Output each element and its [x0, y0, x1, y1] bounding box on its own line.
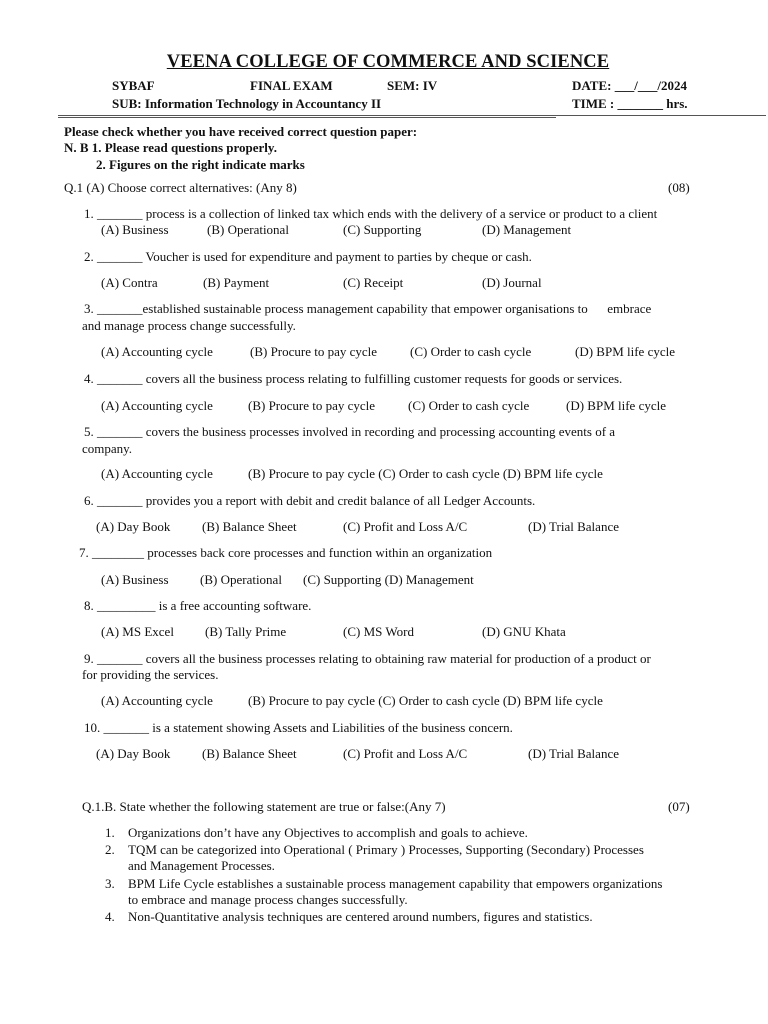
question-text: ________ processes back core processes and function within an organization [92, 545, 493, 560]
option-d: (D) BPM life cycle [566, 398, 667, 413]
question-text: _______ provides you a report with debit and credit balance of all Ledger Accounts. [97, 493, 536, 508]
statement-text-continued: and Management Processes. [128, 858, 275, 873]
option-a: (A) Day Book [96, 519, 171, 534]
question-number: 9. [84, 651, 94, 666]
option-b: (B) Operational [200, 572, 282, 587]
option-d: (D) GNU Khata [482, 624, 566, 639]
option-c: (C) Order to cash cycle [410, 344, 532, 359]
option-d: (D) Trial Balance [528, 519, 619, 534]
question-text: _______ covers the business processes involved in recording and processing accounting events of a [97, 424, 616, 439]
question-number: 5. [84, 424, 94, 439]
question-10 [84, 720, 513, 736]
option-c: (C) Receipt [343, 275, 404, 290]
option-b: (B) Balance Sheet [202, 519, 297, 534]
q1a-marks: (08) [668, 180, 690, 195]
option-b-c-d: (B) Procure to pay cycle (C) Order to cash cycle (D) BPM life cycle [248, 693, 603, 708]
question-text: _______established sustainable process management capability that empower organisations to embrace [97, 301, 652, 316]
question-text: _______ covers all the business process relating to fulfilling customer requests for goods or services. [97, 371, 623, 386]
option-a: (A) Accounting cycle [101, 693, 213, 708]
statement-text: Non-Quantitative analysis techniques are centered around numbers, figures and statistics. [128, 909, 593, 924]
instruction-line-3: 2. Figures on the right indicate marks [96, 157, 305, 172]
subject-label: SUB: Information Technology in Accountancy II [112, 96, 382, 111]
instruction-line-2: N. B 1. Please read questions properly. [64, 140, 277, 155]
option-b: (B) Balance Sheet [202, 746, 297, 761]
q1a-heading: Q.1 (A) Choose correct alternatives: (Any 8) [64, 180, 297, 195]
question-8 [84, 598, 311, 614]
question-number: 6. [84, 493, 94, 508]
option-b: (B) Operational [207, 222, 289, 237]
instruction-line-1: Please check whether you have received correct question paper: [64, 124, 418, 139]
college-name: VEENA COLLEGE OF COMMERCE AND SCIENCE [166, 52, 610, 72]
header-rule-secondary [58, 117, 556, 118]
option-a: (A) MS Excel [101, 624, 174, 639]
sem-label: SEM: IV [387, 78, 438, 93]
question-9-continued: for providing the services. [82, 667, 219, 682]
option-a: (A) Accounting cycle [101, 398, 213, 413]
question-text: _________ is a free accounting software. [97, 598, 312, 613]
question-5-continued: company. [82, 441, 133, 456]
time-label: TIME : _______ hrs. [572, 96, 688, 111]
option-d: (D) Trial Balance [528, 746, 619, 761]
option-b-c-d: (B) Procure to pay cycle (C) Order to cash cycle (D) BPM life cycle [248, 466, 603, 481]
date-label: DATE: ___/___/2024 [572, 78, 687, 93]
option-a: (A) Accounting cycle [101, 344, 213, 359]
option-d: (D) BPM life cycle [575, 344, 676, 359]
question-number: 1. [84, 206, 94, 221]
question-3 [84, 301, 651, 317]
class-label: SYBAF [112, 78, 155, 93]
statement-text: TQM can be categorized into Operational ( Primary ) Processes, Supporting (Secondary) Processes [128, 842, 644, 857]
option-c: (C) Order to cash cycle [408, 398, 530, 413]
question-3-continued: and manage process change successfully. [82, 318, 296, 333]
question-text: _______ is a statement showing Assets and Liabilities of the business concern. [103, 720, 513, 735]
question-2 [84, 249, 532, 265]
statement-number: 2. [105, 842, 115, 857]
exam-label: FINAL EXAM [250, 78, 333, 93]
question-number: 10. [84, 720, 101, 735]
option-d: (D) Journal [482, 275, 542, 290]
question-5 [84, 424, 615, 440]
question-9 [84, 651, 651, 667]
question-6 [84, 493, 535, 509]
option-c: (C) Supporting [343, 222, 422, 237]
option-c: (C) MS Word [343, 624, 414, 639]
option-a: (A) Business [101, 222, 169, 237]
option-a: (A) Accounting cycle [101, 466, 213, 481]
question-number: 2. [84, 249, 94, 264]
option-a: (A) Contra [101, 275, 158, 290]
option-a: (A) Day Book [96, 746, 171, 761]
question-number: 7. [79, 545, 89, 560]
option-b: (B) Payment [203, 275, 270, 290]
statement-number: 1. [105, 825, 115, 840]
question-number: 8. [84, 598, 94, 613]
question-4 [84, 371, 622, 387]
question-number: 3. [84, 301, 94, 316]
option-a: (A) Business [101, 572, 169, 587]
q1b-heading: Q.1.B. State whether the following statement are true or false:(Any 7) [82, 799, 446, 814]
question-number: 4. [84, 371, 94, 386]
header-rule [58, 115, 766, 116]
statement-text-continued: to embrace and manage process changes successfully. [128, 892, 408, 907]
question-text: _______ covers all the business processes relating to obtaining raw material for production of a product or [97, 651, 651, 666]
statement-text: BPM Life Cycle establishes a sustainable process management capability that empowers organizations [128, 876, 663, 891]
option-d: (D) Management [482, 222, 572, 237]
option-c: (C) Profit and Loss A/C [343, 746, 468, 761]
statement-number: 4. [105, 909, 115, 924]
q1b-marks: (07) [668, 799, 690, 814]
option-b: (B) Tally Prime [205, 624, 287, 639]
question-text: _______ process is a collection of linked tax which ends with the delivery of a service or product to a client [97, 206, 658, 221]
question-1 [84, 206, 657, 222]
option-c-d: (C) Supporting (D) Management [303, 572, 474, 587]
question-7 [79, 545, 492, 561]
option-b: (B) Procure to pay cycle [250, 344, 378, 359]
statement-text: Organizations don’t have any Objectives to accomplish and goals to achieve. [128, 825, 528, 840]
option-c: (C) Profit and Loss A/C [343, 519, 468, 534]
option-b: (B) Procure to pay cycle [248, 398, 376, 413]
question-text: _______ Voucher is used for expenditure and payment to parties by cheque or cash. [97, 249, 532, 264]
statement-number: 3. [105, 876, 115, 891]
